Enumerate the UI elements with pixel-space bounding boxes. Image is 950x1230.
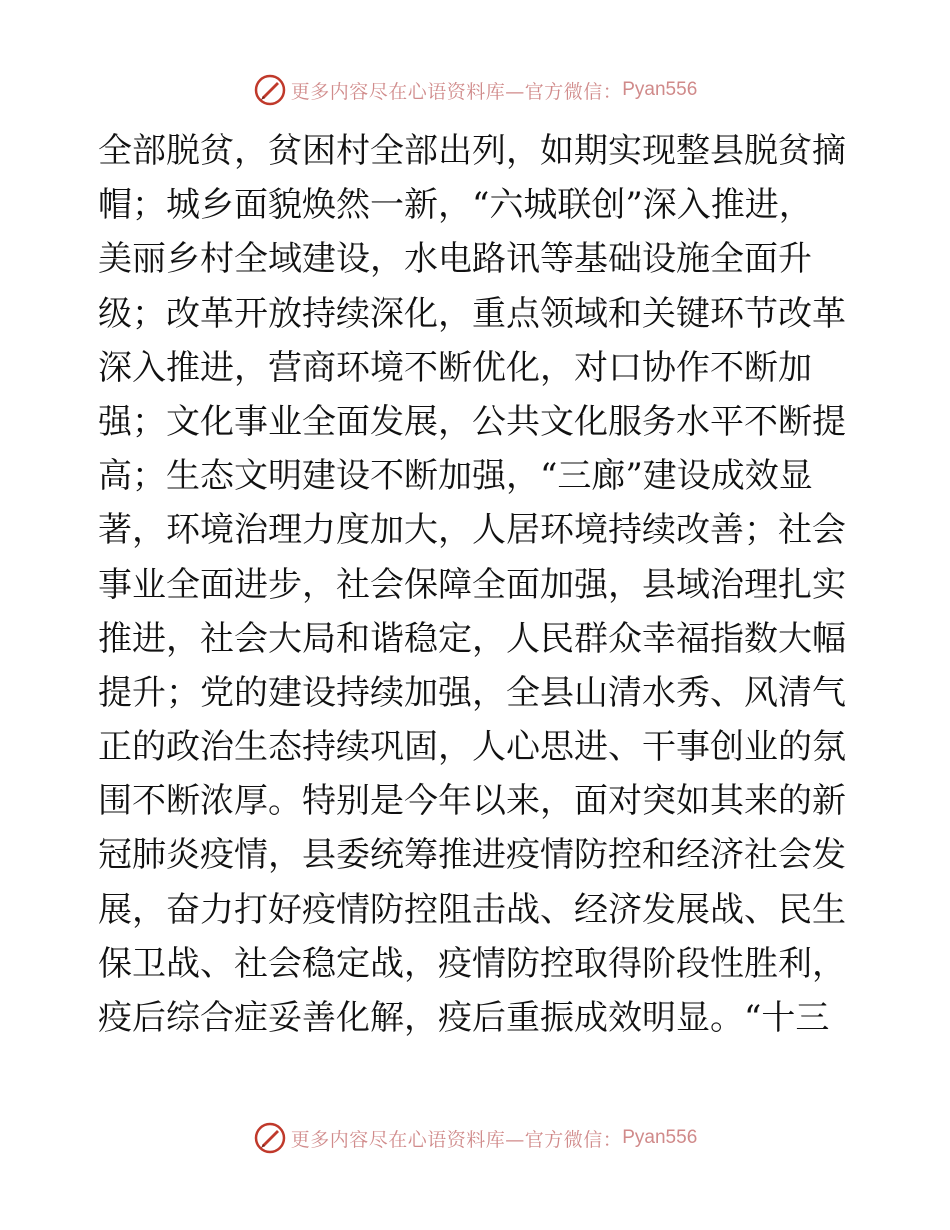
quill-pen-logo-icon <box>253 1121 287 1155</box>
footer-wechat-id: Pyan556 <box>622 1127 698 1148</box>
text-line: 疫后综合症妥善化解，疫后重振成效明显。“十三 <box>98 998 830 1038</box>
footer-banner <box>0 1118 950 1158</box>
footer-banner-text: 更多内容尽在心语资料库—官方微信： <box>290 1128 623 1151</box>
text-line: 围不断浓厚。特别是今年以来，面对突如其来的新 <box>98 781 846 822</box>
text-line: 正的政治生态持续巩固，人心思进、干事创业的氛 <box>98 727 846 768</box>
text-line: 推进，社会大局和谐稳定，人民群众幸福指数大幅 <box>98 618 846 659</box>
text-line: 美丽乡村全域建设，水电路讯等基础设施全面升 <box>98 239 812 280</box>
header-banner <box>0 70 950 110</box>
text-line: 冠肺炎疫情，县委统筹推进疫情防控和经济社会发 <box>98 835 846 876</box>
text-line: 展，奋力打好疫情防控阻击战、经济发展战、民生 <box>98 889 846 930</box>
text-line: 提升；党的建设持续加强，全县山清水秀、风清气 <box>98 672 846 713</box>
text-line: 著，环境治理力度加大，人居环境持续改善；社会 <box>98 510 846 551</box>
quill-pen-logo-icon <box>253 73 287 107</box>
text-line: 深入推进，营商环境不断优化，对口协作不断加 <box>98 347 812 388</box>
header-wechat-id: Pyan556 <box>622 79 698 100</box>
document-body <box>98 124 858 1045</box>
text-line: 事业全面进步，社会保障全面加强，县域治理扎实 <box>98 564 846 605</box>
text-line: 强；文化事业全面发展，公共文化服务水平不断提 <box>98 401 846 442</box>
text-line: 级；改革开放持续深化，重点领域和关键环节改革 <box>98 293 846 334</box>
text-line: 全部脱贫，贫困村全部出列，如期实现整县脱贫摘 <box>98 131 846 171</box>
text-line: 高；生态文明建设不断加强，“三廊”建设成效显 <box>98 456 813 497</box>
text-line: 帽；城乡面貌焕然一新，“六城联创”深入推进， <box>98 185 813 226</box>
header-banner-text: 更多内容尽在心语资料库—官方微信： <box>290 80 623 103</box>
text-line: 保卫战、社会稳定战，疫情防控取得阶段性胜利， <box>98 943 846 984</box>
